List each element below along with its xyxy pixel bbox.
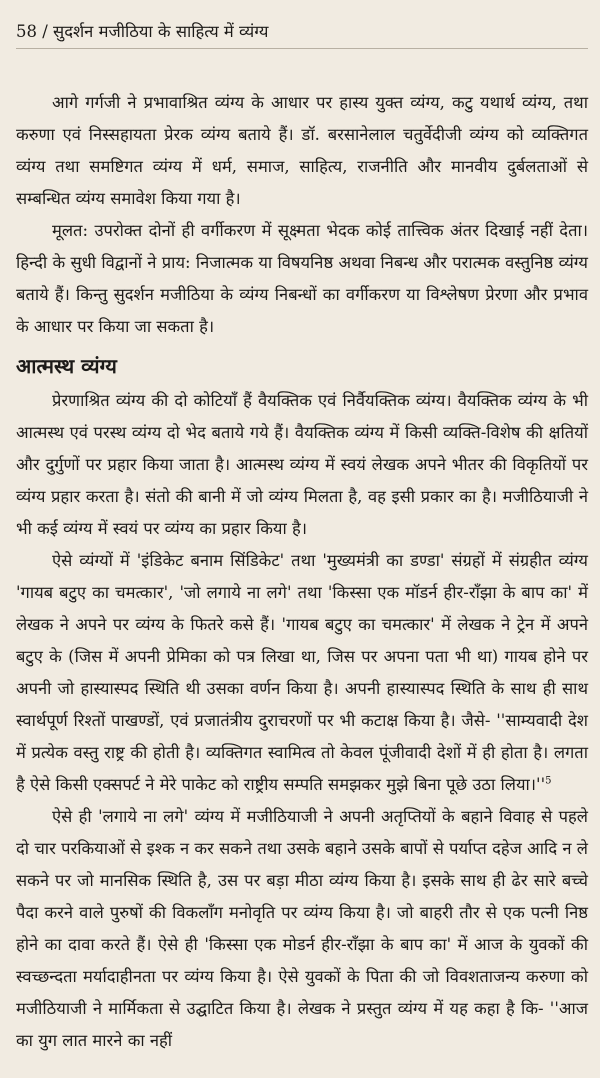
paragraph-2: मूलत: उपरोक्त दोनों ही वर्गीकरण में सूक्ष्मता भेदक कोई तात्त्विक अंतर दिखाई नहीं देता। हिन्दी के सुधी विद्वानों ने प्राय: निजात्मक या विषयनिष्ठ अथवा निबन्ध और परात्मक वस्तुनिष्ठ व्यंग्य बताये हैं। किन्तु सुदर्शन मजीठिया के व्यंग्य निबन्धों का वर्गीकरण या विश्लेषण प्रेरणा और प्रभाव के आधार पर किया जा सकता है।: [16, 221, 588, 336]
paragraph-5: ऐसे ही 'लगाये ना लगे' व्यंग्य में मजीठियाजी ने अपनी अतृप्तियों के बहाने विवाह से पहले दो चार परकियाओं से इश्क न कर सकने तथा उसके बहाने उसके बापों से पर्याप्त दहेज आदि न ले सकने पर जो मानसिक स्थिति है, उस पर बड़ा मीठा व्यंग्य किया है। इसके साथ ही ढेर सारे बच्चे पैदा करने वाले पुरुषों की विकलाँग मनोवृति पर व्यंग्य किया है। जो बाहरी तौर से एक पत्नी निष्ठ होने का दावा करते हैं। ऐसे ही 'किस्सा एक मोडर्न हीर-राँझा के बाप का' में आज के युवकों की स्वच्छन्दता मर्यादाहीनता पर व्यंग्य किया है। ऐसे युवकों के पिता की जो विवशताजन्य करुणा को मजीठियाजी ने मार्मिकता से उद्घाटित किया है। लेखक ने प्रस्तुत व्यंग्य में यह कहा है कि- ''आज का युग लात मारने का नहीं: [16, 807, 588, 1050]
footnote-ref: 5: [545, 775, 552, 787]
paragraph-4-text: ऐसे व्यंग्यों में 'इंडिकेट बनाम सिंडिकेट' तथा 'मुख्यमंत्री का डण्डा' संग्रहों में संग्रहीत व्यंग्य 'गायब बटुए का चमत्कार', 'जो लगाये ना लगे' तथा 'किस्सा एक मॉडर्न हीर-राँझा के बाप का' में लेखक ने अपने पर व्यंग्य के फितरे कसे हैं। 'गायब बटुए का चमत्कार' में लेखक ने ट्रेन में अपने बटुए के (जिस में अपनी प्रेमिका को पत्र लिखा था, जिस पर अपना पता भी था) गायब होने पर अपनी जो हास्यास्पद स्थिति थी उसका वर्णन किया है। अपनी हास्यास्पद स्थिति के साथ ही साथ स्वार्थपूर्ण रिश्तों पाखण्डों, एवं प्रजातंत्रीय दुराचरणों पर भी कटाक्ष किया है। जैसे- ''साम्यवादी देश में प्रत्येक वस्तु राष्ट्र की होती है। व्यक्तिगत स्वामित्व तो केवल पूंजीवादी देशों में ही होता है। लगता है ऐसे किसी एक्सपर्ट ने मेरे पाकेट को राष्ट्रीय सम्पति समझकर मुझे बिना पूछे उठा लिया।'': [16, 551, 588, 794]
paragraph-3: प्रेरणाश्रित व्यंग्य की दो कोटियाँ हैं वैयक्तिक एवं निर्वैयक्तिक व्यंग्य। वैयक्तिक व्यंग्य के भी आत्मस्थ एवं परस्थ व्यंग्य दो भेद बताये गये हैं। वैयक्तिक व्यंग्य में किसी व्यक्ति-विशेष की क्षतियों और दुर्गुणों पर प्रहार किया जाता है। आत्मस्थ व्यंग्य में स्वयं लेखक अपने भीतर की विकृतियों पर व्यंग्य प्रहार करता है। संतो की बानी में जो व्यंग्य मिलता है, वह इसी प्रकार का है। मजीठियाजी ने भी कई व्यंग्य में स्वयं पर व्यंग्य का प्रहार किया है।: [16, 391, 588, 538]
body-text: [16, 87, 588, 1057]
section-heading: आत्मस्थ व्यंग्य: [16, 354, 117, 378]
paragraph-1: आगे गर्गजी ने प्रभावाश्रित व्यंग्य के आधार पर हास्य युक्त व्यंग्य, कटु यथार्थ व्यंग्य, तथा करुणा एवं निस्सहायता प्रेरक व्यंग्य बताये हैं। डॉ. बरसानेलाल चतुर्वेदीजी व्यंग्य को व्यक्तिगत व्यंग्य तथा समष्टिगत व्यंग्य में धर्म, समाज, साहित्य, राजनीति और मानवीय दुर्बलताओं से सम्बन्धित व्यंग्य समावेश किया गया है।: [16, 93, 588, 208]
running-head: 58 / सुदर्शन मजीठिया के साहित्य में व्यंग्य: [16, 20, 588, 49]
paragraph-4: [16, 545, 588, 801]
